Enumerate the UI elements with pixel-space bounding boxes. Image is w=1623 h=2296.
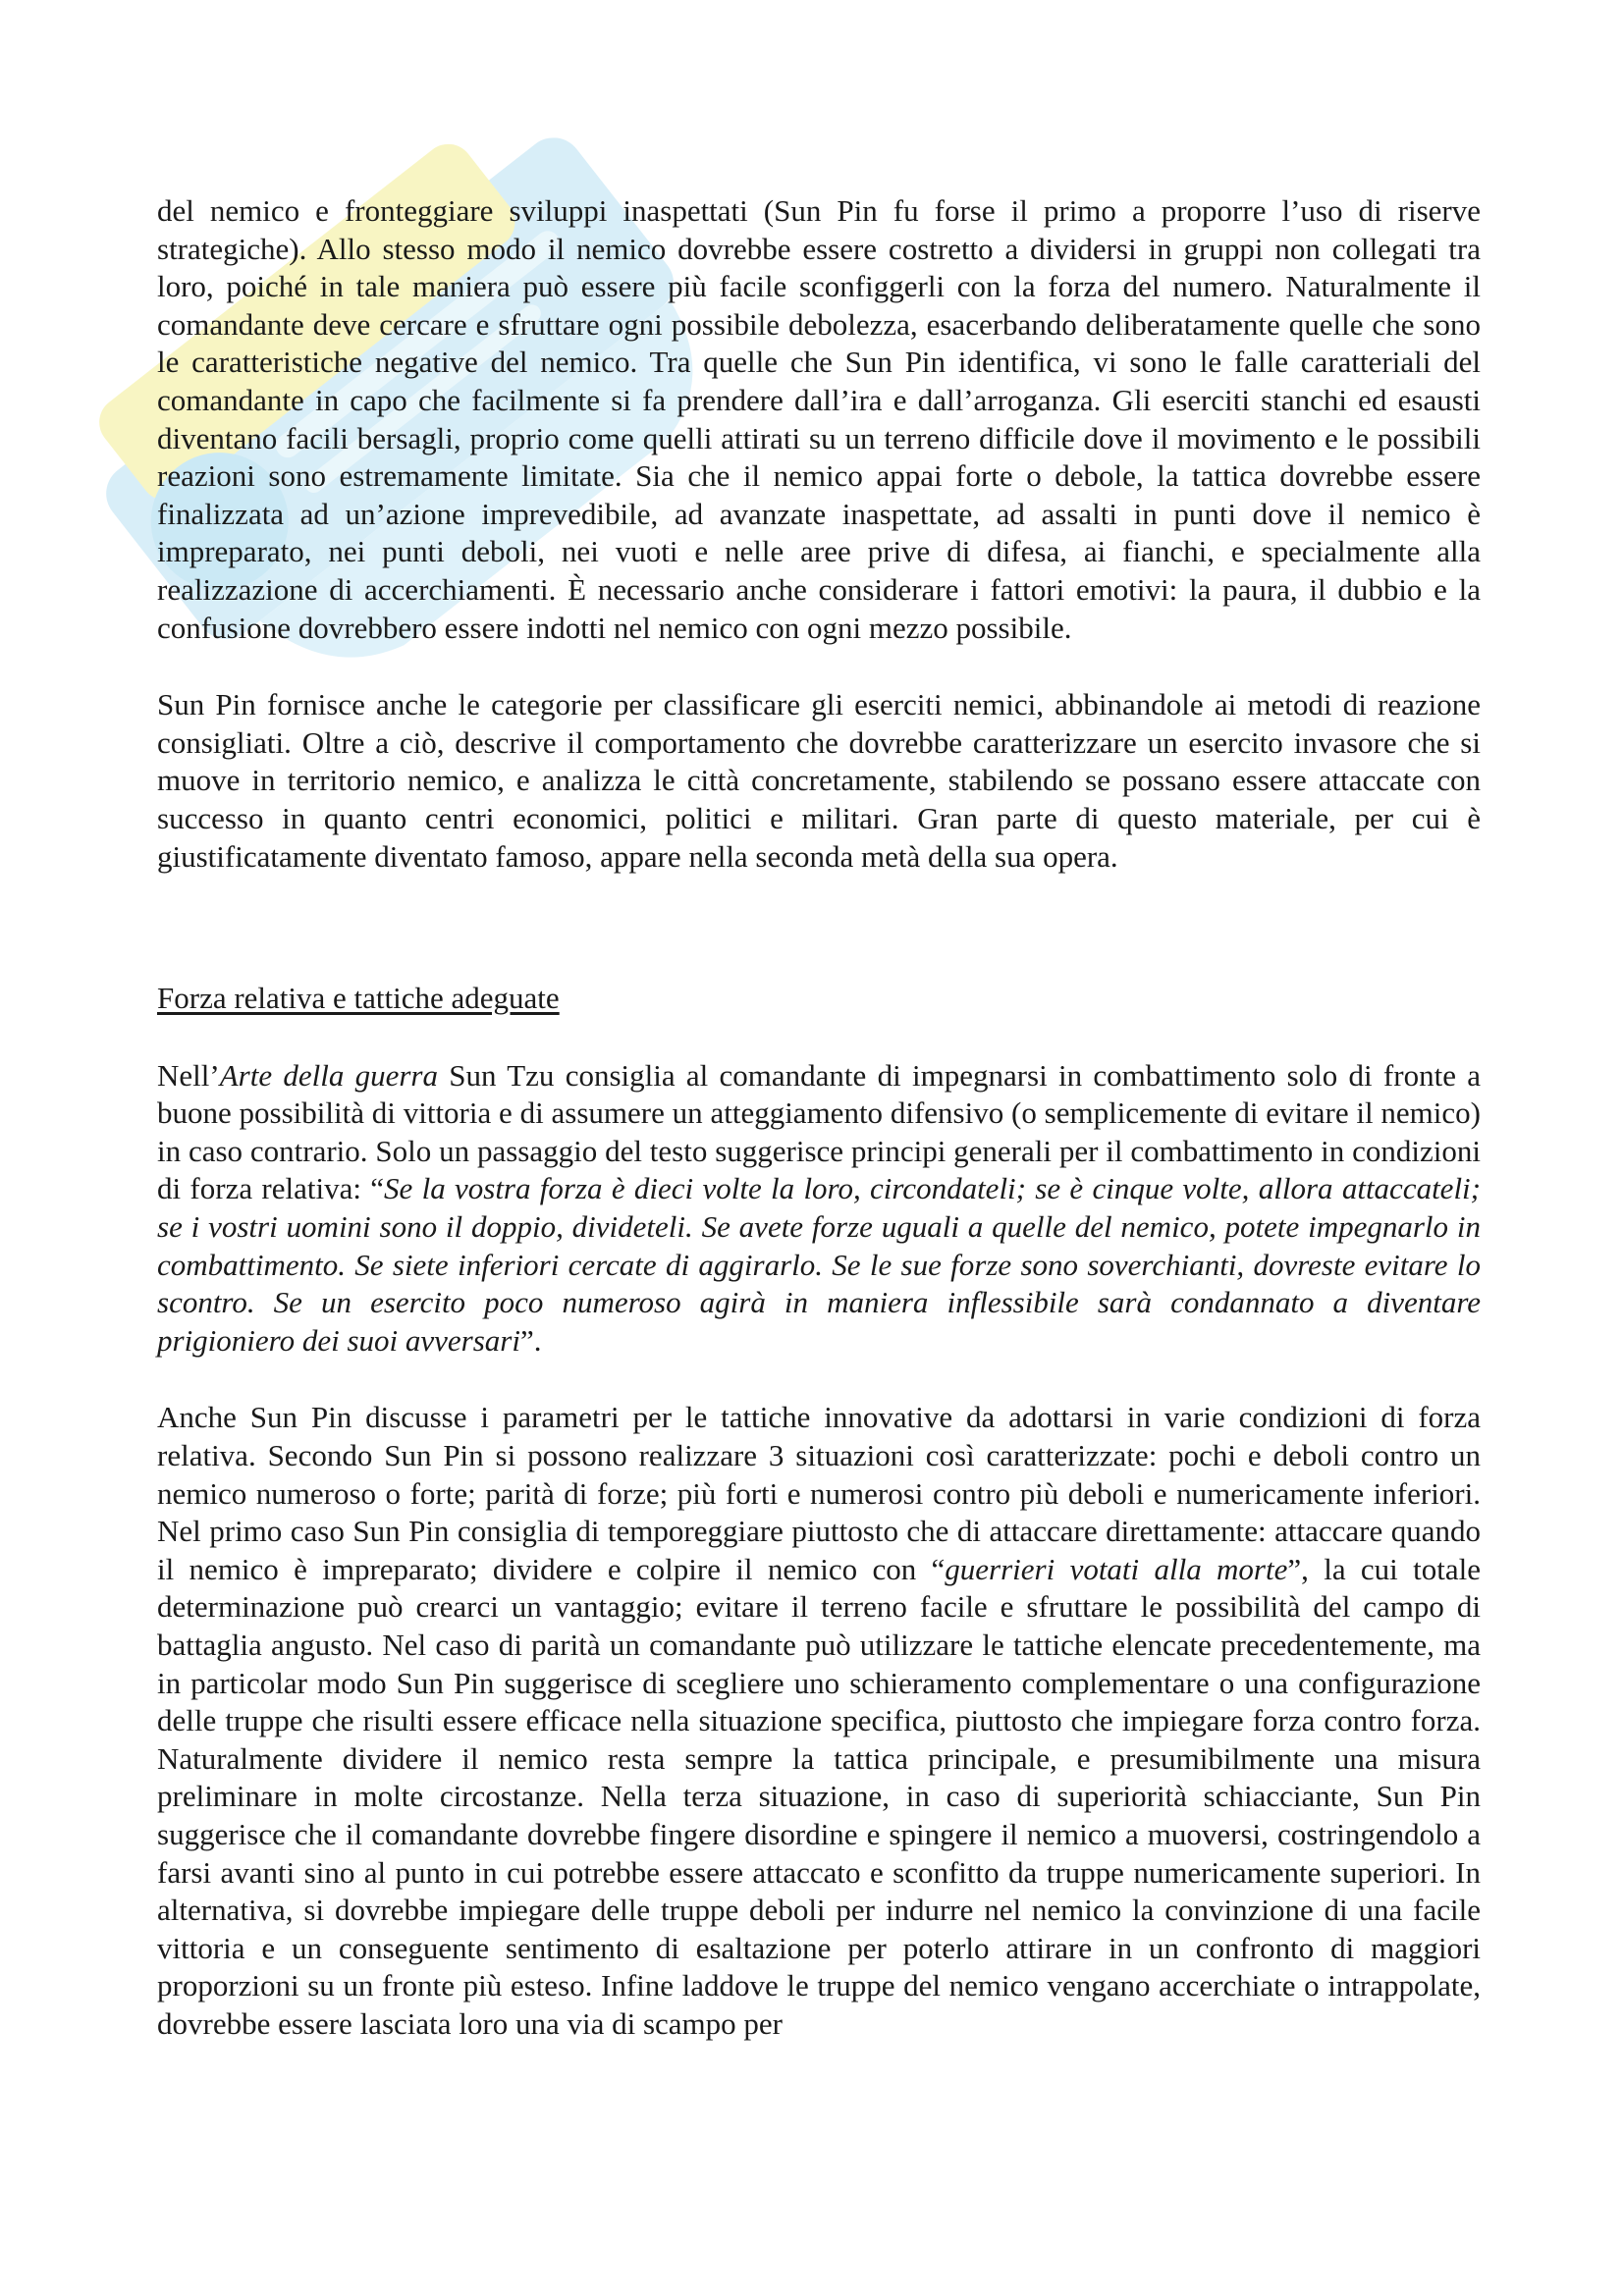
paragraph-3: [157, 1057, 1481, 1361]
paragraph-3-text: ”.: [519, 1322, 542, 1358]
paragraph-4: [157, 1399, 1481, 2043]
document-body: [157, 192, 1481, 2044]
book-title: Arte della guerra: [219, 1057, 438, 1093]
paragraph-4-text: Anche Sun Pin discusse i parametri per le tattiche innovative da adottarsi in varie condizioni di forza relativa. Secondo Sun Pin si possono realizzare 3 situazioni così caratterizzate: pochi e deboli contro un nemico numeroso o forte; parità di forze; più forti e numerosi contro più deboli e numericamente inferiori. Nel primo caso Sun Pin consiglia di temporeggiare piuttosto che di attaccare direttamente: attaccare quando il nemico è impreparato; dividere e colpire il nemico con “: [157, 1400, 1481, 1586]
paragraph-3-text: Nell’: [157, 1057, 220, 1093]
section-heading: Forza relativa e tattiche adeguate: [157, 981, 560, 1016]
quote-text: Se la vostra forza è dieci volte la loro, circondateli; se è cinque volte, allora attaccateli; se i vostri uomini sono il doppio, divideteli. Se avete forze uguali a quelle del nemico, potete impegnarlo in combattimento. Se siete inferiori cercate di aggirarlo. Se le sue forze sono soverchianti, dovreste evitare lo scontro. Se un esercito poco numeroso agirà in maniera inflessibile sarà condannato a diventare prigioniero dei suoi avversari: [157, 1171, 1481, 1358]
quoted-phrase: guerrieri votati alla morte: [945, 1551, 1288, 1586]
paragraph-4-text: ”, la cui totale determinazione può crearci un vantaggio; evitare il terreno facile e sfruttare le possibilità del campo di battaglia angusto. Nel caso di parità un comandante può utilizzare le tattiche elencate precedentemente, ma in particolar modo Sun Pin suggerisce di scegliere uno schieramento complementare o una configurazione delle truppe che risulti essere efficace nella situazione specifica, piuttosto che impiegare forza contro forza. Naturalmente dividere il nemico resta sempre la tattica principale, e presumibilmente una misura preliminare in molte circostanze. Nella terza situazione, in caso di superiorità schiacciante, Sun Pin suggerisce che il comandante dovrebbe fingere disordine e spingere il nemico a muoversi, costringendolo a farsi avanti sino al punto in cui potrebbe essere attaccato e sconfitto da truppe numericamente superiori. In alternativa, si dovrebbe impiegare delle truppe deboli per indurre nel nemico la convinzione di una facile vittoria e un conseguente sentimento di esaltazione per poterlo attirare in un confronto di maggiori proporzioni su un fronte più esteso. Infine laddove le truppe del nemico vengano accerchiate o intrappolate, dovrebbe essere lasciata loro una via di scampo per: [157, 1551, 1481, 2041]
paragraph-2: Sun Pin fornisce anche le categorie per classificare gli eserciti nemici, abbinandole ai metodi di reazione consigliati. Oltre a ciò, descrive il comportamento che dovrebbe caratterizzare un esercito invasore che si muove in territorio nemico, e analizza le città concretamente, stabilendo se possano essere attaccate con successo in quanto centri economici, politici e militari. Gran parte di questo materiale, per cui è giustificatamente diventato famoso, appare nella seconda metà della sua opera.: [157, 687, 1481, 874]
paragraph-1: del nemico e fronteggiare sviluppi inaspettati (Sun Pin fu forse il primo a proporre l’uso di riserve strategiche). Allo stesso modo il nemico dovrebbe essere costretto a dividersi in gruppi non collegati tra loro, poiché in tale maniera può essere più facile sconfiggerli con la forza del numero. Naturalmente il comandante deve cercare e sfruttare ogni possibile debolezza, esacerbando deliberatamente quelle che sono le caratteristiche negative del nemico. Tra quelle che Sun Pin identifica, vi sono le falle caratteriali del comandante in capo che facilmente si fa prendere dall’ira e dall’arroganza. Gli eserciti stanchi ed esausti diventano facili bersagli, proprio come quelli attirati su un terreno difficile dove il movimento e le possibili reazioni sono estremamente limitate. Sia che il nemico appai forte o debole, la tattica dovrebbe essere finalizzata ad un’azione imprevedibile, ad avanzate inaspettate, ad assalti in punti dove il nemico è impreparato, nei punti deboli, nei vuoti e nelle aree prive di difesa, ai fianchi, e specialmente alla realizzazione di accerchiamenti. È necessario anche considerare i fattori emotivi: la paura, il dubbio e la confusione dovrebbero essere indotti nel nemico con ogni mezzo possibile.: [157, 193, 1481, 645]
paragraph-3-text: Sun Tzu consiglia al comandante di impegnarsi in combattimento solo di fronte a buone possibilità di vittoria e di assumere un atteggiamento difensivo (o semplicemente di evitare il nemico) in caso contrario. Solo un passaggio del testo suggerisce principi generali per il combattimento in condizioni di forza relativa: “: [157, 1057, 1481, 1206]
